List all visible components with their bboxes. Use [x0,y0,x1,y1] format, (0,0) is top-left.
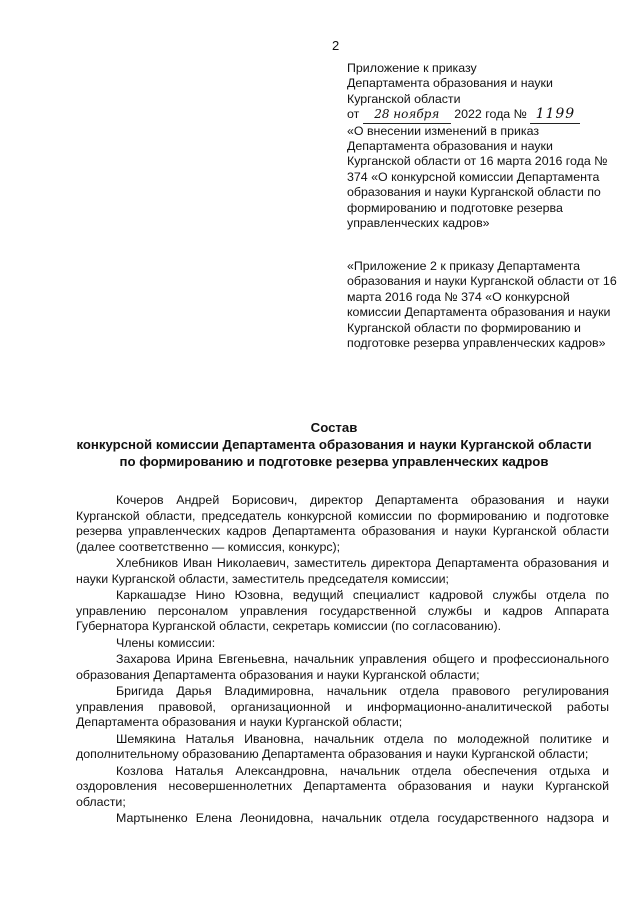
appendix-line: Департамента образования и науки [347,76,553,91]
member-paragraph: Каркашадзе Нино Юзовна, ведущий специалист кадровой службы отдела по управлению персоналом управления государственной службы и кадров Аппарата Губернатора Курганской области, секретарь комиссии (по согласованию). [76,588,609,634]
heading-subtitle: конкурсной комиссии Департамента образования и науки Курганской области по формированию и подготовке резерва управленческих кадров [76,437,592,469]
from-label: от [347,107,360,122]
handwritten-date: 28 ноября [363,107,451,123]
appendix-title: «О внесении изменений в приказ Департамента образования и науки Курганской области от 16 марта 2016 года № 374 «О конкурсной комиссии Департамента образования и науки Курганской области по формированию и подготовке резерва управленческих кадров» [347,123,608,231]
member-paragraph: Козлова Наталья Александровна, начальник отдела обеспечения отдыха и оздоровления несовершеннолетних Департамента образования и науки Курганской области; [76,763,609,809]
appendix-approval-block [347,61,617,231]
appendix-date-line [347,107,617,123]
document-heading [70,419,598,470]
heading-title: Состав [310,420,358,435]
members-label: Члены комиссии: [116,635,216,650]
appendix-line: Приложение к приказу [347,61,477,75]
handwritten-order-number: 1199 [530,107,580,123]
member-paragraph: Шемякина Наталья Ивановна, начальник отдела по молодежной политике и дополнительному образованию Департамента образования и науки Курганской области; [76,731,609,762]
appendix-2-block [347,259,617,351]
page-number: 2 [332,38,340,53]
member-paragraph: Захарова Ирина Евгеньевна, начальник управления общего и профессионального образования Департамента образования и науки Курганской области; [76,652,609,682]
commission-members-list [76,493,609,828]
year-label: 2022 года № [454,107,527,122]
member-paragraph: Кочеров Андрей Борисович, директор Департамента образования и науки Курганской области, председатель конкурсной комиссии по формированию и подготовке резерва управленческих кадров Департамента образования и науки Курганской области (далее соответственно — комиссия, конкурс); [76,493,609,554]
member-paragraph: Бригида Дарья Владимировна, начальник отдела правового регулирования управления правовой, организационной и информационно-аналитической работы Департамента образования и науки Курганской области; [76,684,609,730]
appendix-2-text: «Приложение 2 к приказу Департамента образования и науки Курганской области от 16 марта 2016 года № 374 «О конкурсной комиссии Департамента образования и науки Курганской области по формированию и подготовке резерва управленческих кадров» [347,259,617,351]
member-paragraph: Хлебников Иван Николаевич, заместитель директора Департамента образования и науки Курганской области, заместитель председателя комиссии; [76,556,609,586]
member-paragraph: Мартыненко Елена Леонидовна, начальник отдела государственного надзора и [116,811,609,826]
appendix-line: Курганской области [347,91,461,106]
